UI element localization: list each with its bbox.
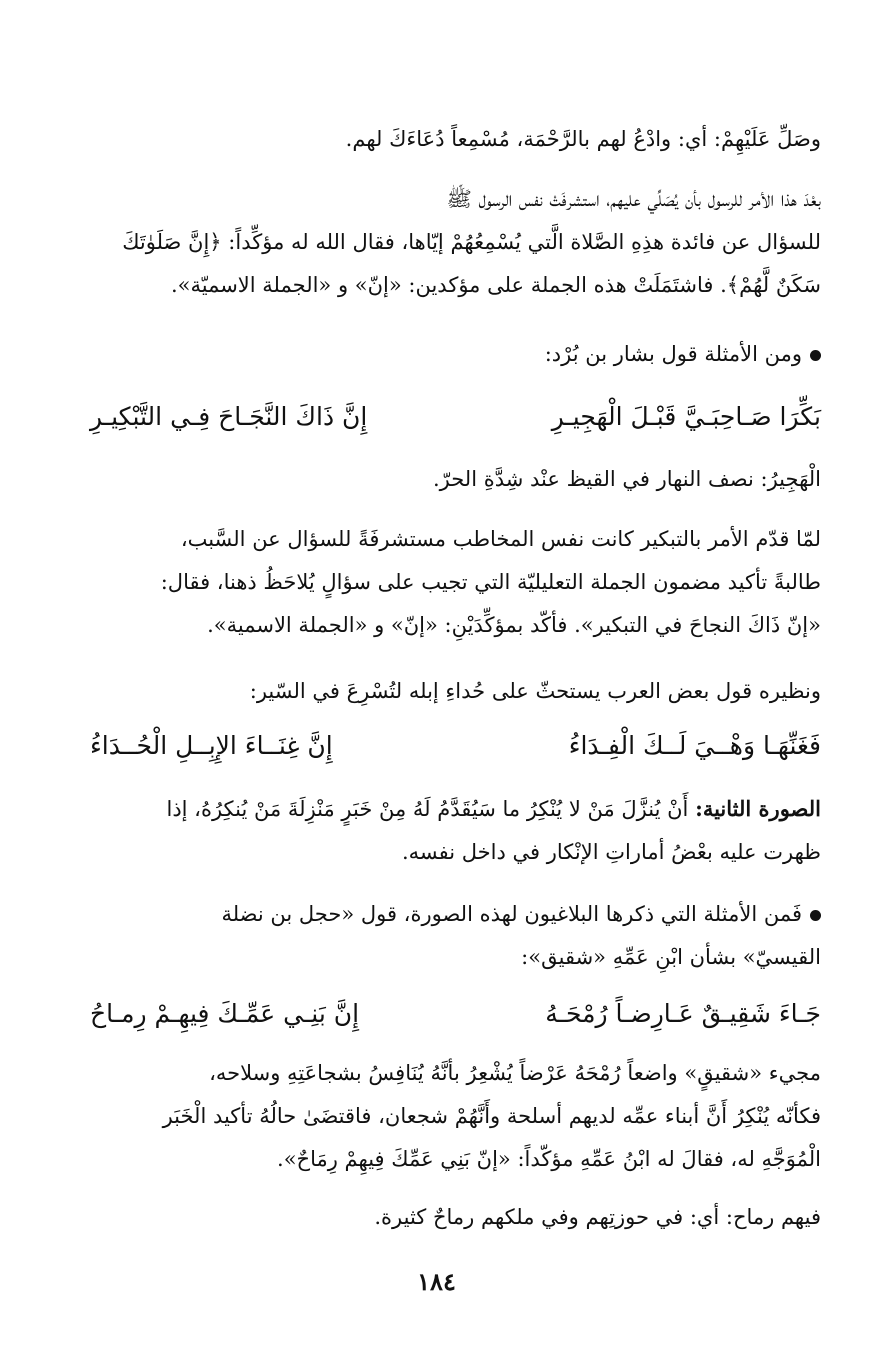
text-line: للسؤال عن فائدة هذِهِ الصَّلاة الَّتي يُسْمِعُهُمْ إيّاها، فقال الله له مؤكِّداً: ﴿إِنَّ صَلَوٰتَكَ [122,230,821,254]
text-line: ونظيره قول بعض العرب يستحثّ على حُداءِ إبله لتُسْرِعَ في السّير: [249,679,821,703]
verse-first-hemistich: فَغَنِّهَـا وَهْــيَ لَــكَ الْفِـدَاءُ [568,731,821,760]
text-line: لمّا قدّم الأمر بالتبكير كانت نفس المخاطب مستشرفَةً للسؤال عن السَّبب، [180,527,821,551]
paragraph-shaqiq-explanation [36,1052,821,1181]
paragraph-huda-intro [36,670,821,713]
verse-second-hemistich: إِنَّ غِنَــاءَ الإِبِــلِ الْحُــدَاءُ [90,731,333,760]
text-line: مجيء «شقيقٍ» واضعاً رُمْحَهُ عَرْضاً يُشْعِرُ بأنَّهُ يُنَافِسُ بشجاعَتِهِ وسلاحه، [209,1061,821,1085]
verse-first-hemistich: جَـاءَ شَقِيـقٌ عَـارِضـاً رُمْحَـهُ [545,999,821,1028]
paragraph-explanation-tabkir [36,518,821,647]
bullet-example-bashar [36,333,821,376]
bullet-icon [810,910,821,921]
text-line: سَكَنٌ لَّهُمْ﴾. فاشتَمَلَتْ هذه الجملة على مؤكدين: «إنّ» و «الجملة الاسميّة». [170,273,821,297]
poem-verse [90,724,821,768]
section-label: الصورة الثانية: [695,796,821,821]
verse-second-hemistich: إِنَّ ذَاكَ النَّجَـاحَ فِـي التَّبْكِيـرِ [90,402,368,431]
text-line: القيسيّ» بشأن ابْنِ عَمِّهِ «شقيق»: [521,945,821,969]
text-line [36,893,821,936]
paragraph-second-form [36,787,821,874]
text-line: ظهرت عليه بعْضُ أماراتِ الإنْكار في داخل نفسه. [401,840,821,864]
section-text: أَنْ يُنزَّلَ مَنْ لا يُنْكِرُ ما سَيُقَدَّمُ لَهُ مِنْ خَبَرٍ مَنْزِلَةَ مَنْ يُنكِرُهُ، إذا [166,797,689,821]
text-line: فكأنّه يُنْكِرُ أَنَّ أبناء عمِّه لديهم أسلحة وأَنَّهُمْ شجعان، فاقتضَىٰ حالُهُ تأكيد الْخَبَر [162,1104,821,1128]
poem-verse [90,992,821,1036]
page-number: ١٨٤ [417,1267,456,1296]
paragraph-hajir-gloss [36,458,821,501]
bullet-text: ومن الأمثلة قول بشار بن بُرْد: [544,342,802,366]
poem-verse [90,395,821,439]
text-line: «إنّ ذَاكَ النجاحَ في التبكير». فأكّد بمؤكِّدَيْنِ: «إنّ» و «الجملة الاسمية». [207,613,821,637]
text-line [36,787,821,831]
text-line [36,333,821,376]
bullet-text: فَمن الأمثلة التي ذكرها البلاغيون لهذه الصورة، قول «حجل بن نضلة [221,902,802,926]
text-line: طالبةً تأكيد مضمون الجملة التعليليّة التي تجيب على سؤالٍ يُلاحَظُ ذهنا، فقال: [160,570,821,594]
paragraph-prophet-prayer [36,178,821,307]
paragraph-gloss-salli [36,118,821,161]
verse-second-hemistich: إِنَّ بَنِـي عَمِّـكَ فِيهِـمْ رِمـاحُ [90,999,360,1028]
text-line: الْمُوَجَّهِ له، فقالَ له ابْنُ عَمِّهِ مؤكّداً: «إنّ بَنِي عَمِّكَ فِيهِمْ رِمَاحٌ». [277,1147,821,1171]
text-line: فيهم رماح: أي: في حوزتِهم وفي ملكهم رماحٌ كثيرة. [374,1205,821,1229]
text-line: وصَلِّ عَلَيْهِمْ: أي: وادْعُ لهم بالرَّحْمَة، مُسْمِعاً دُعَاءَكَ لهم. [345,127,821,151]
text-line: بعْدَ هذا الأمر للرسول بأن يُصَلِّي عليهم، استشرفَتْ نفس الرسول ﷺ [446,187,821,211]
verse-first-hemistich: بَكِّرَا صَـاحِبَـيَّ قَبْـلَ الْهَجِيـرِ [551,402,821,431]
paragraph-rimah-gloss [36,1196,821,1239]
text-line: الْهَجِيرُ: نصف النهار في القيظ عنْد شِدَّةِ الحرّ. [432,467,821,491]
bullet-example-hajal [36,893,821,979]
bullet-icon [810,350,821,361]
